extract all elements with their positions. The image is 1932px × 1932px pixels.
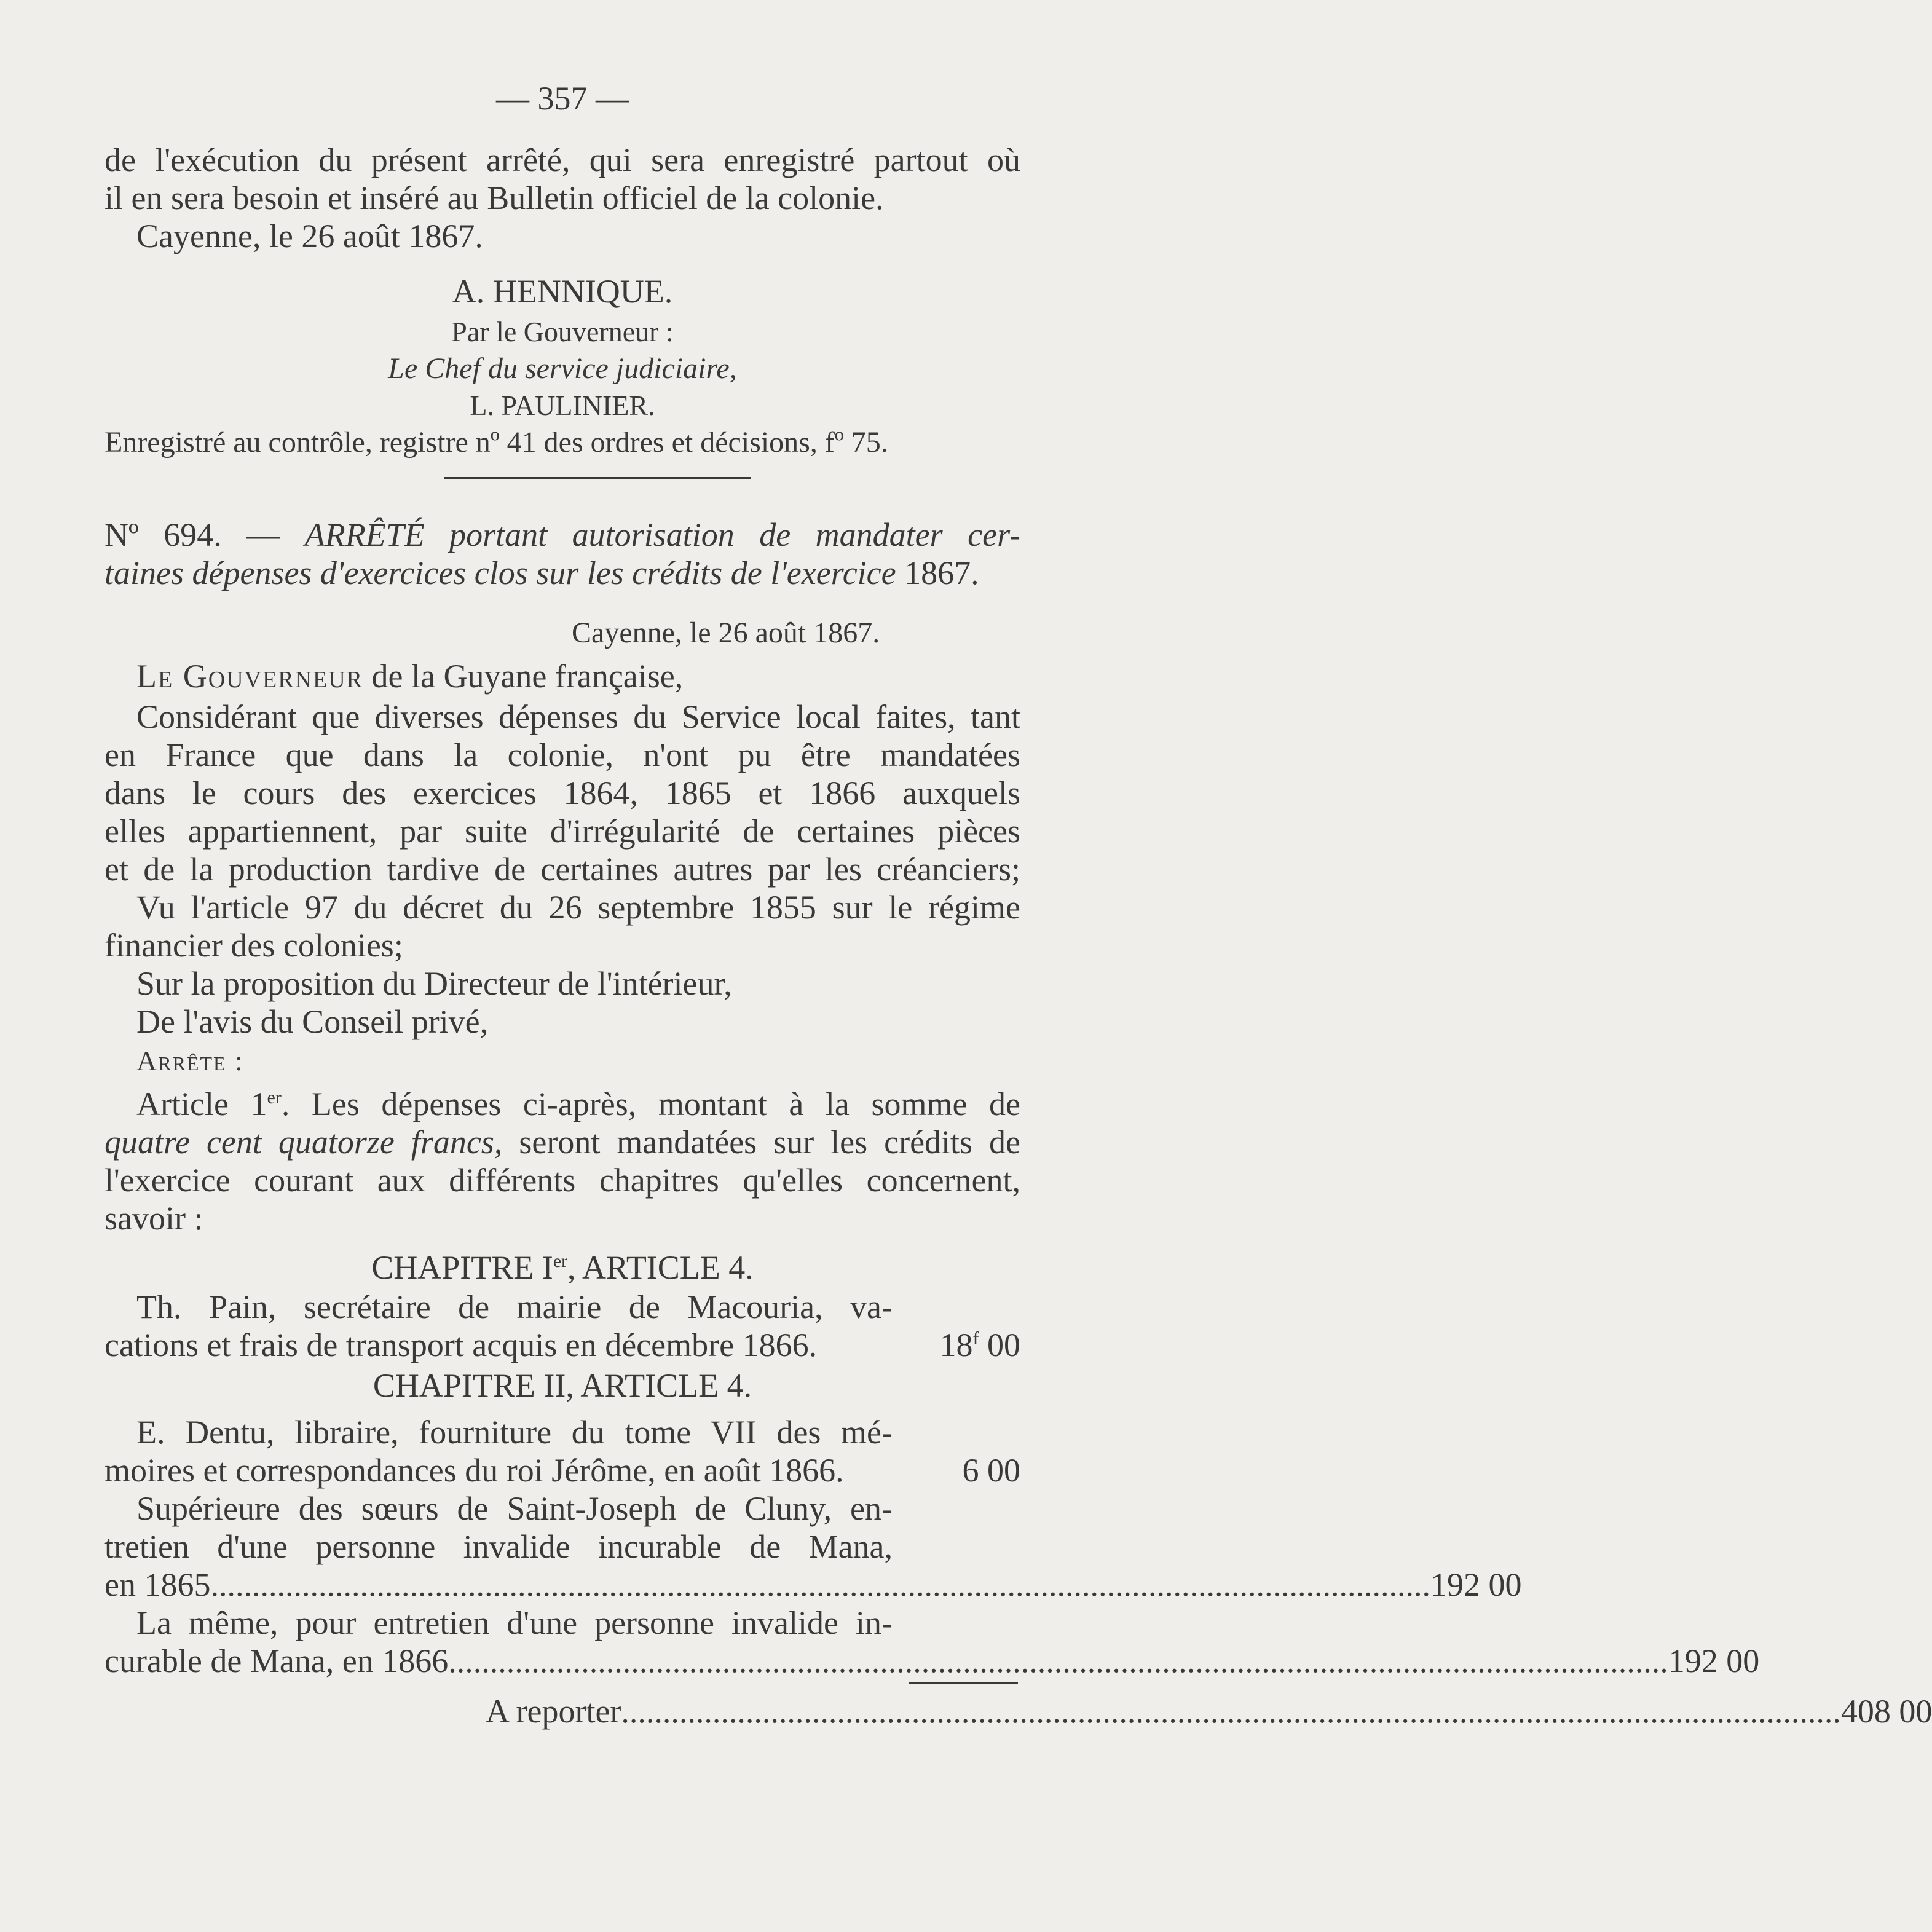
chapter-heading — [104, 1248, 1020, 1287]
page-number: — 357 — — [496, 80, 629, 117]
article-sup: er — [267, 1087, 282, 1108]
decree-title: taines dépenses d'exercices clos sur les crédits de l'exercice — [104, 554, 896, 591]
decree-title-line — [104, 553, 1020, 593]
expense-text: curable de Mana, en 1866 — [104, 1642, 449, 1679]
expense-amount: 192 00 — [1430, 1566, 1522, 1603]
arrete-label: Arrête : — [136, 1045, 244, 1076]
chapter-heading-text: , ARTICLE 4. — [567, 1249, 754, 1286]
expense-line: tretien d'une personne invalide incurable de Mana, — [104, 1528, 893, 1565]
total-rule — [909, 1682, 1018, 1684]
expense-line: La même, pour entretien d'une personne invalide in- — [136, 1604, 893, 1641]
expense-line: Supérieure des sœurs de Saint-Joseph de Cluny, en- — [136, 1490, 893, 1527]
proposition-line: Sur la proposition du Directeur de l'intérieur, — [136, 965, 732, 1002]
article-line: savoir : — [104, 1200, 203, 1237]
registration-note: Enregistré au contrôle, registre nº 41 des ordres et décisions, fº 75. — [104, 426, 888, 459]
expense-text: moires et correspondances du roi Jérôme, en août 1866. — [104, 1452, 844, 1489]
carry-amount: 408 00 — [1840, 1693, 1932, 1730]
amount-sup: f — [972, 1328, 979, 1349]
opening-line — [136, 656, 1052, 696]
text-line: il en sera besoin et inséré au Bulletin officiel de la colonie. — [104, 179, 884, 216]
article-amount-words: quatre cent quatorze francs, — [104, 1124, 503, 1161]
by-governor-line: Par le Gouverneur : — [451, 316, 674, 347]
leader-dots: ................................................................................................................................................... — [448, 1642, 1668, 1679]
amount-value: 18 — [939, 1327, 973, 1363]
expense-line — [104, 1565, 1522, 1604]
expense-line — [104, 1325, 1020, 1365]
carry-label: A reporter — [486, 1693, 621, 1730]
vu-line: Vu l'article 97 du décret du 26 septembre 1855 sur le régime — [136, 889, 1020, 926]
avis-line: De l'avis du Conseil privé, — [136, 1003, 489, 1040]
signatory: A. HENNIQUE. — [452, 273, 673, 310]
article-line: l'exercice courant aux différents chapitres qu'elles concernent, — [104, 1162, 1020, 1199]
chief-title: Le Chef du service judiciaire, — [388, 352, 737, 385]
dateline: Cayenne, le 26 août 1867. — [136, 218, 483, 254]
article-line — [104, 1122, 1020, 1162]
chapter-heading: CHAPITRE II, ARTICLE 4. — [373, 1367, 752, 1404]
considering-line: elles appartiennent, par suite d'irrégularité de certaines pièces — [104, 813, 1020, 850]
article-label: Article 1 — [136, 1086, 267, 1122]
section-rule — [444, 477, 751, 479]
vu-line: financier des colonies; — [104, 927, 403, 964]
leader-dots: ................................................................................................................................................... — [210, 1566, 1430, 1603]
chapter-heading-text: CHAPITRE I — [371, 1249, 553, 1286]
considering-line: dans le cours des exercices 1864, 1865 et 1866 auxquels — [104, 775, 1020, 811]
considering-line: en France que dans la colonie, n'ont pu être mandatées — [104, 736, 1020, 773]
decree-number: Nº 694. — [104, 516, 222, 553]
article-text: . Les dépenses ci-après, montant à la somme de — [281, 1086, 1020, 1122]
expense-line — [104, 1451, 1020, 1490]
expense-amount: 192 00 — [1668, 1642, 1760, 1679]
expense-text: en 1865 — [104, 1566, 211, 1603]
article-text: seront mandatées sur les crédits de — [502, 1124, 1021, 1161]
decree-dash: — — [221, 516, 305, 553]
decree-title: ARRÊTÉ portant autorisation de mandater cer- — [304, 516, 1020, 553]
expense-line — [104, 1641, 1760, 1681]
expense-line: Th. Pain, secrétaire de mairie de Macouria, va- — [136, 1288, 893, 1325]
decree-title-line — [104, 515, 1020, 554]
amount-value: 00 — [979, 1327, 1020, 1363]
considering-line: Considérant que diverses dépenses du Service local faites, tant — [136, 698, 1020, 735]
decree-dateline: Cayenne, le 26 août 1867. — [572, 617, 880, 649]
decree-title-year: 1867. — [904, 554, 979, 591]
expense-amount — [885, 1325, 1020, 1365]
leader-dots: ................................................................................................................................................... — [621, 1693, 1841, 1730]
article-line — [136, 1084, 1020, 1124]
expense-text: cations et frais de transport acquis en décembre 1866. — [104, 1327, 818, 1363]
chief-name: L. PAULINIER. — [470, 390, 655, 421]
considering-line: et de la production tardive de certaines autres par les créanciers; — [104, 851, 1020, 888]
opening-governor: Le Gouverneur — [136, 658, 364, 695]
opening-rest: de la Guyane française, — [371, 658, 684, 695]
expense-amount: 6 00 — [962, 1452, 1020, 1489]
chapter-heading-sup: er — [553, 1251, 568, 1271]
carry-forward-line — [486, 1692, 1932, 1731]
text-line: de l'exécution du présent arrêté, qui sera enregistré partout où — [104, 141, 1020, 178]
expense-line: E. Dentu, libraire, fourniture du tome VII des mé- — [136, 1414, 893, 1451]
